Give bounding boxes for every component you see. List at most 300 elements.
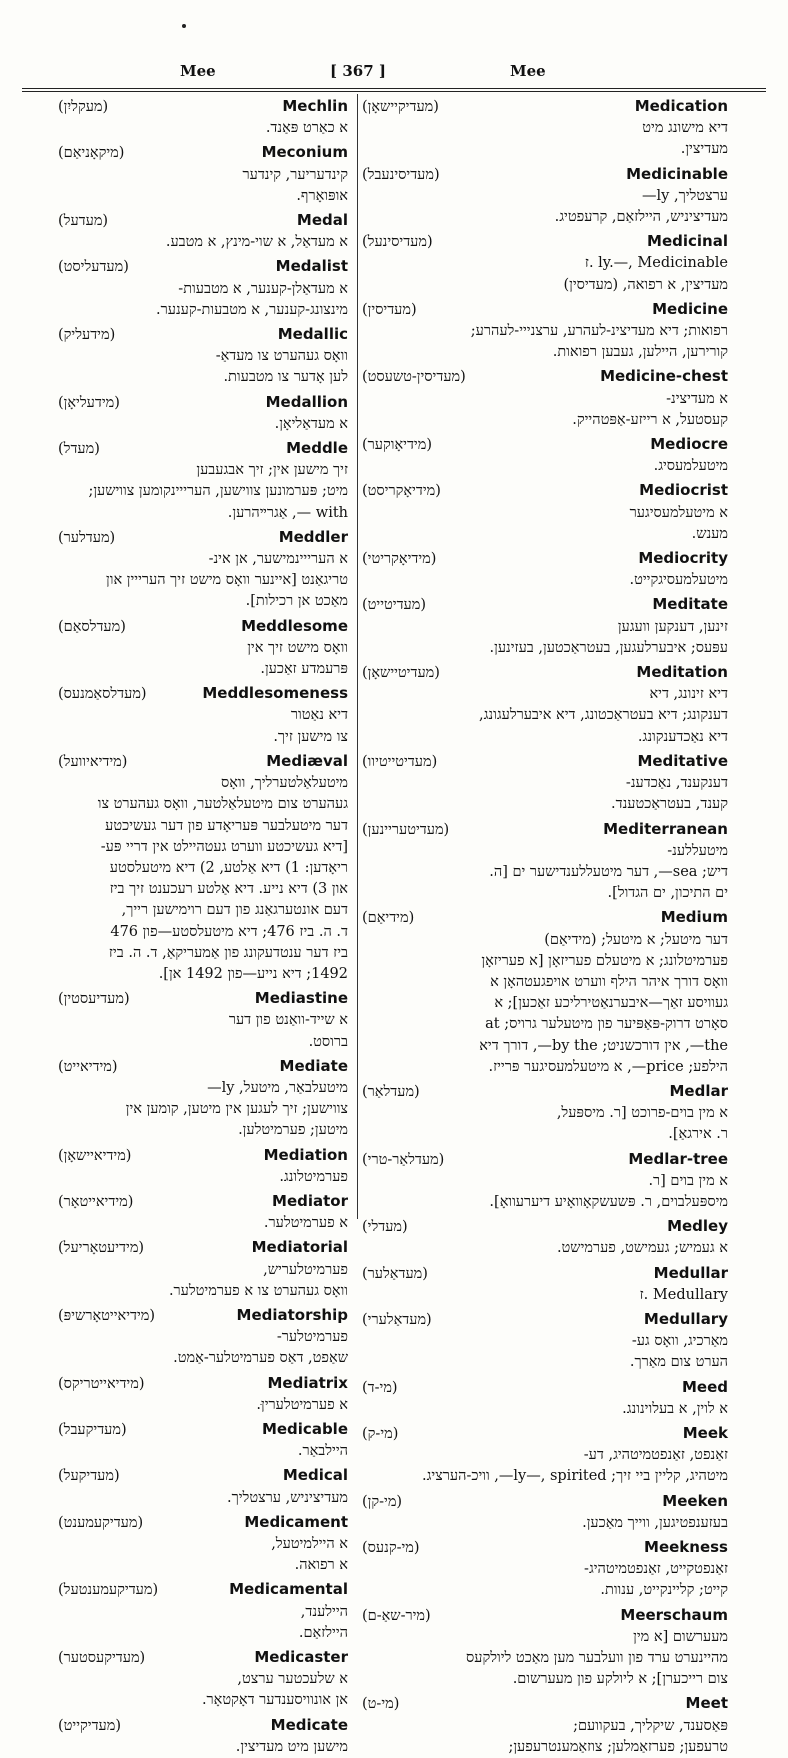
entry-pronunciation: (מעדיטעריינען)	[362, 821, 450, 838]
entry-definition-line: א מעדאַל, א שוי-מינץ, א מטבע.	[165, 234, 348, 251]
entry-definition-line: ערצטליך, ly—	[642, 187, 728, 204]
entry-definition-line: מאַכט אן רכילות].	[245, 593, 348, 610]
dictionary-entry	[362, 164, 728, 229]
entry-definition-line: זיך מישען אין; זיך אבגעבען	[196, 462, 348, 479]
entry-pronunciation: (מעדעל)	[58, 213, 109, 230]
entry-definition-line: פערמיטלעריש,	[263, 1261, 348, 1278]
ink-dot	[182, 24, 186, 28]
entry-headword: Meddlesome	[241, 616, 348, 635]
entry-pronunciation: (מידיאייט)	[58, 1058, 118, 1075]
entry-pronunciation: (מיר-שאַ-ם)	[362, 1607, 431, 1624]
entry-pronunciation: (מעדיעסטין)	[58, 991, 130, 1008]
entry-pronunciation: (מעדיסין-טשעסט)	[362, 369, 466, 386]
entry-definition-line: א שייד-וואַנט פון דער	[228, 1012, 348, 1029]
entry-definition-line: א פערמיטלעריןּ.	[256, 1396, 348, 1413]
entry-head-line	[58, 1305, 348, 1327]
entry-definition-line: געוויסע זאַך—איבערנאַטירליכע זאַכען]; א	[494, 995, 728, 1012]
entry-headword: Meet	[685, 1694, 728, 1713]
entry-headword: Meerschaum	[620, 1605, 728, 1624]
entry-headword: Mediterranean	[603, 819, 728, 838]
dictionary-entry	[362, 819, 728, 905]
entry-pronunciation: (מי-קנעס)	[362, 1540, 420, 1556]
entry-definition-line: with —, אַגרײהרען.	[227, 504, 348, 521]
entry-definition-line: דיא נאַטור	[290, 707, 348, 724]
entry-definition-line: דיש; sea—, דער מיטעללענדישער ים [ה.	[489, 863, 728, 880]
column-divider	[357, 94, 358, 1219]
entry-headword: Mediation	[263, 1145, 348, 1164]
entry-headword: Mechlin	[282, 97, 348, 115]
entry-headword: Meddlesomeness	[202, 684, 348, 703]
entry-head-line	[58, 751, 348, 773]
dictionary-entry	[362, 231, 728, 296]
entry-definition-line: מיט; פּערמונען צווישען, הערייינקומען צווישען;	[88, 483, 348, 500]
entry-head-line	[58, 438, 348, 460]
entry-definition-line: א רפואה.	[294, 1557, 348, 1574]
entry-definition-line: מיטעללענ-	[667, 842, 728, 859]
entry-definition-line: טרעפען; פערזאַמלען; צוזאַמענטרעפען;	[508, 1738, 728, 1755]
entry-head-line	[362, 480, 728, 502]
entry-headword: Medication	[634, 97, 728, 115]
entry-head-line	[58, 142, 348, 164]
entry-headword: Meed	[681, 1377, 728, 1396]
entry-definition-line: ly.—, Medicinable .ז	[584, 255, 728, 272]
entry-headword: Mediocrity	[638, 549, 728, 568]
entry-definition-line: זאַנפט, זאַנפטמיטהיג, דע-	[583, 1447, 728, 1464]
entry-head-line	[58, 988, 348, 1010]
entry-head-line	[58, 392, 348, 414]
entry-headword: Meditative	[637, 751, 728, 770]
entry-pronunciation: (מידיאַם)	[362, 910, 415, 927]
entry-headword: Mediator	[272, 1191, 348, 1210]
entry-pronunciation: (מידעליק)	[58, 327, 116, 344]
entry-head-line	[58, 1579, 348, 1601]
entry-head-line	[58, 616, 348, 638]
entry-head-line	[362, 1693, 728, 1715]
entry-definition-line: צום רייכערן]; א ליולקע פון מעערשום.	[512, 1671, 728, 1688]
entry-headword: Medicable	[261, 1419, 348, 1438]
entry-definition-line: היילענד,	[300, 1603, 348, 1620]
dictionary-entry	[362, 1263, 728, 1306]
dictionary-entry	[58, 683, 348, 748]
entry-headword: Meconium	[261, 143, 348, 162]
dictionary-entry	[58, 96, 348, 139]
entry-head-line	[362, 1216, 728, 1238]
entry-definition-line: ים התיכון, ים הגדול].	[607, 885, 728, 902]
entry-pronunciation: (מיקאָניאַם)	[58, 145, 125, 162]
entry-definition-line: דענקענד, נאַכדענ-	[625, 775, 728, 792]
entry-pronunciation: (מידעליאָן)	[58, 394, 120, 411]
entry-definition-line: פּאַסענד, שיקליך, בעקוועם;	[573, 1717, 728, 1734]
entry-pronunciation: (מעדאַלערי)	[362, 1311, 432, 1328]
entry-headword: Medal	[296, 211, 348, 230]
entry-headword: Mediatorship	[236, 1305, 348, 1324]
dictionary-entry	[362, 480, 728, 545]
dictionary-entry	[58, 1305, 348, 1370]
dictionary-entry	[58, 1512, 348, 1577]
dictionary-entry	[58, 751, 348, 985]
entry-headword: Mediocre	[650, 435, 728, 454]
entry-headword: Medical	[282, 1466, 348, 1485]
entry-pronunciation: (מעדיטיישאָן)	[362, 665, 440, 682]
entry-headword: Medicine-chest	[600, 367, 728, 386]
entry-headword: Medalist	[275, 257, 348, 276]
entry-definition-line: וואָס מישט זיך אין	[247, 639, 348, 656]
entry-head-line	[58, 1647, 348, 1669]
entry-headword: Meddle	[286, 439, 348, 458]
entry-head-line	[58, 1512, 348, 1534]
dictionary-entry	[362, 1149, 728, 1214]
entry-headword: Medicaster	[254, 1648, 348, 1667]
entry-head-line	[58, 210, 348, 232]
page-header	[0, 62, 788, 82]
dictionary-entry	[362, 1377, 728, 1420]
dictionary-entry	[58, 988, 348, 1053]
dictionary-entry	[58, 1647, 348, 1712]
entry-definition-line: מעדיציניש, ערצטליך.	[227, 1489, 348, 1506]
entry-definition-line: א מעדאַלן-קענער, א מטבעות-	[178, 280, 348, 297]
entry-definition-line: קייט; קליינקייט, ענוות.	[600, 1582, 728, 1599]
dictionary-entry	[58, 1373, 348, 1416]
entry-definition-line: דענקונג; דיא בעטראַכטונג, דיא איבערלעגונג,	[479, 707, 728, 724]
entry-headword: Meekness	[644, 1538, 728, 1556]
entry-head-line	[362, 96, 728, 118]
entry-pronunciation: (מעדיקעבל)	[58, 1421, 127, 1438]
entry-definition-line: א כאַרט פּאַנד.	[265, 120, 348, 137]
header-left-guideword: Mee	[180, 62, 216, 80]
entry-definition-line: זינען, דענקען וועגען	[617, 618, 728, 635]
entry-pronunciation: (מי-ד)	[362, 1379, 398, 1396]
left-column	[58, 96, 348, 1755]
entry-definition-line: הילפע; price—, א מיטעלמעסיגער פּרייז.	[488, 1058, 728, 1075]
entry-definition-line: א מעדיצינ-	[666, 390, 728, 407]
entry-head-line	[58, 1419, 348, 1441]
entry-head-line	[362, 1491, 728, 1513]
dictionary-entry	[58, 1715, 348, 1758]
entry-definition-line: סאָרט דרוק-פּאַפּיער פון מיטעלער גרויס; at	[485, 1016, 728, 1033]
entry-pronunciation: (מי-ט)	[362, 1696, 400, 1713]
entry-definition-line: צו מישען זיך.	[273, 728, 348, 745]
entry-definition-line: ריאָדען: 1) דיא אַלטע, 2) דיא מיטעלסטע	[109, 859, 348, 876]
entry-pronunciation: (מעדיקיישאָן)	[362, 99, 439, 115]
dictionary-entry	[58, 438, 348, 524]
dictionary-entry	[58, 210, 348, 253]
entry-pronunciation: (מי-ק)	[362, 1425, 399, 1442]
entry-pronunciation: (מעדלאַר-טרי)	[362, 1151, 445, 1168]
entry-definition-line: מיטהיג, קליין ביי זיך; ly—, spirited—, וויכ-הערציג.	[422, 1468, 728, 1485]
dictionary-entry	[362, 1693, 728, 1758]
entry-head-line	[362, 594, 728, 616]
entry-headword: Mediate	[279, 1056, 348, 1075]
entry-definition-line: מיספּעלבוים, ר. פּשעשקאָוואָיע דיערעוואָ].	[489, 1193, 728, 1210]
entry-headword: Medley	[667, 1217, 728, 1236]
page-number: [ 367 ]	[330, 62, 386, 80]
entry-definition-line: מישען מיט מעדיצין.	[235, 1738, 348, 1755]
dictionary-entry	[58, 142, 348, 207]
dictionary-entry	[58, 392, 348, 435]
entry-definition-line: וואָס געהערט צו מעדאַ-	[215, 348, 348, 365]
entry-definition-line: א מעדאַליאָן.	[274, 415, 348, 432]
entry-head-line	[58, 1191, 348, 1213]
dictionary-entry	[362, 594, 728, 659]
entry-headword: Medlar-tree	[628, 1149, 728, 1168]
entry-pronunciation: (מעדלי)	[362, 1219, 408, 1236]
entry-definition-line: א מין בוים-פרוכט [ר. מיספּעל,	[556, 1105, 728, 1122]
entry-pronunciation: (מעדלסאַמנעס)	[58, 686, 147, 703]
entry-pronunciation: (מידיאָקריסט)	[362, 483, 441, 500]
entry-headword: Mediocrist	[639, 481, 728, 500]
entry-headword: Medallic	[277, 325, 348, 344]
entry-definition-line: מיטען; פערמיטלען.	[238, 1122, 348, 1139]
entry-definition-line: מאַרכיג, וואָס גע-	[631, 1333, 728, 1350]
entry-definition-line: א לוין, א בעלוינונג.	[622, 1400, 728, 1417]
dictionary-entry	[362, 1491, 728, 1534]
dictionary-entry	[58, 324, 348, 389]
entry-pronunciation: (מי-קן)	[362, 1493, 403, 1510]
dictionary-entry	[362, 434, 728, 477]
dictionary-entry	[58, 527, 348, 613]
entry-headword: Meek	[682, 1423, 728, 1442]
entry-pronunciation: (מידיאָוקער)	[362, 437, 432, 454]
entry-head-line	[362, 1423, 728, 1445]
entry-head-line	[362, 819, 728, 841]
entry-definition-line: קינדעריער, קינדער	[242, 166, 348, 183]
entry-definition-line: [דיא געשיכטע ווערט געטהיילט אין דריי פּע-	[100, 838, 348, 855]
entry-pronunciation: (מידיאייטאָר)	[58, 1193, 134, 1210]
entry-headword: Medullary	[643, 1309, 728, 1328]
entry-headword: Meditation	[636, 663, 728, 682]
entry-definition-line: רפואות; דיא מעדיצינ-לעהרע, ערצנייי-לעהרע;	[470, 323, 728, 340]
dictionary-entry	[362, 366, 728, 431]
entry-headword: Medicinable	[626, 164, 728, 183]
entry-definition-line: א היילמיטעל,	[271, 1536, 348, 1552]
dictionary-entry	[362, 96, 728, 161]
entry-head-line	[58, 683, 348, 705]
entry-definition-line: א שלעכטער ערצט,	[237, 1671, 348, 1688]
dictionary-entry	[362, 1081, 728, 1146]
entry-definition-line: 1492; דיא נייע—פון 1492 אן].	[158, 965, 348, 982]
entry-head-line	[362, 1309, 728, 1331]
entry-head-line	[58, 256, 348, 278]
entry-definition-line: וואָס דורך איהר הילף ווערט אויפגעטהאָן א	[490, 973, 728, 990]
entry-head-line	[58, 527, 348, 549]
entry-pronunciation: (מעדלסאַם)	[58, 618, 126, 635]
entry-headword: Medicinal	[647, 232, 728, 251]
entry-pronunciation: (מעדיסין)	[362, 301, 417, 318]
entry-definition-line: מעדיציניש, היילזאַם, קרעפטיג.	[554, 209, 728, 226]
dictionary-entry	[58, 616, 348, 681]
entry-definition-line: אופּואָרף.	[296, 187, 348, 204]
entry-definition-line: ר. אירגאַ].	[668, 1126, 728, 1143]
entry-head-line	[362, 434, 728, 456]
entry-definition-line: א געמיש; געמישט, פערמישט.	[556, 1240, 728, 1257]
dictionary-entry	[362, 1216, 728, 1259]
dictionary-entry	[362, 299, 728, 364]
entry-definition-line: מענש.	[691, 525, 728, 542]
entry-headword: Medicine	[652, 299, 728, 318]
entry-definition-line: דיא זינונג, דיא	[649, 686, 728, 703]
entry-definition-line: פּרעמדע זאַכען.	[260, 661, 348, 678]
entry-definition-line: קעסטעל, א רייזע-אַפּטהייק.	[572, 411, 728, 428]
entry-head-line	[362, 164, 728, 186]
entry-headword: Medicament	[244, 1512, 348, 1531]
entry-head-line	[362, 1605, 728, 1627]
dictionary-entry	[58, 1237, 348, 1302]
entry-definition-line: הערט צום מאַרך.	[629, 1354, 728, 1371]
entry-definition-line: שאַפט, דאַס פערמיטלער-אַמט.	[173, 1350, 348, 1367]
entry-pronunciation: (מעדיקעמענט)	[58, 1514, 144, 1531]
entry-pronunciation: (מעדיטייט)	[362, 597, 427, 614]
dictionary-entry	[58, 1056, 348, 1142]
entry-pronunciation: (מעדל)	[58, 441, 100, 458]
entry-head-line	[362, 1149, 728, 1171]
entry-definition-line: פערמיטלונג; א מיטעלם פעריזאָן [א פעריזאָן	[481, 952, 728, 969]
dictionary-entry	[58, 1419, 348, 1462]
entry-definition-line: עפּעס; איבערלעגען, בעטראַכטען, בעזינען.	[489, 639, 728, 656]
entry-definition-line: מיטעלבאַר, מיטעל, ly—	[207, 1079, 348, 1096]
entry-head-line	[58, 1237, 348, 1259]
entry-head-line	[362, 751, 728, 773]
entry-pronunciation: (מעדלאַר)	[362, 1083, 420, 1100]
entry-headword: Mediatorial	[251, 1238, 348, 1257]
entry-definition-line: טריגאַנט [איינער וואָס מישט זיך הערייין און	[106, 572, 348, 589]
entry-definition-line: דיא נאַכדענקונג.	[637, 728, 728, 745]
entry-pronunciation: (מעדיקעמענטעל)	[58, 1582, 159, 1599]
entry-definition-line: זאַנפטקייט, זאַנפטמיטהיג-	[584, 1561, 728, 1578]
dictionary-entry	[362, 907, 728, 1078]
entry-definition-line: ביז דער ענטדעקונג פון אַמעריקאַ, ד. ה. ביז	[108, 944, 348, 961]
entry-definition-line: קורירען, היילען, געבען רפואות.	[552, 344, 728, 361]
entry-definition-line: א מין בוים [ר.	[648, 1172, 728, 1189]
entry-definition-line: וואָס געהערט צו א פערמיטלער.	[168, 1282, 348, 1299]
entry-pronunciation: (מעדלער)	[58, 529, 116, 546]
entry-definition-line: the—, אין דורכשניט; by the—, דורך דיא	[479, 1037, 728, 1054]
entry-head-line	[362, 662, 728, 684]
entry-definition-line: Medullary .ז	[639, 1286, 728, 1303]
entry-definition-line: אן אונוויסענדער דאָקטאָר.	[201, 1692, 348, 1709]
entry-pronunciation: (מידיאיוועל)	[58, 753, 128, 770]
entry-head-line	[58, 324, 348, 346]
dictionary-entry	[362, 1423, 728, 1488]
dictionary-entry	[362, 1605, 728, 1691]
entry-headword: Medicate	[270, 1715, 348, 1734]
entry-head-line	[362, 1377, 728, 1399]
entry-headword: Medullar	[653, 1263, 728, 1282]
entry-definition-line: דיא מישונג מיט	[642, 120, 728, 137]
entry-definition-line: פערמיטלונג.	[279, 1168, 348, 1185]
entry-head-line	[58, 1145, 348, 1167]
entry-head-line	[362, 1537, 728, 1559]
entry-head-line	[58, 1715, 348, 1737]
entry-pronunciation: (מידיאייטריקס)	[58, 1375, 145, 1392]
entry-pronunciation: (מעדעליסט)	[58, 259, 129, 276]
entry-definition-line: מעדיצין.	[680, 141, 728, 158]
entry-pronunciation: (מידיאיישאָן)	[58, 1147, 132, 1164]
entry-headword: Mediatrix	[267, 1373, 348, 1392]
entry-definition-line: א מיטעלמעסיגער	[629, 504, 728, 521]
entry-definition-line: מיטעלאַלטערליך, וואָס	[220, 775, 348, 792]
entry-definition-line: בעזענפטיגען, ווייך מאַכען.	[582, 1514, 728, 1531]
right-column	[362, 96, 728, 1755]
entry-pronunciation: (מעדיסינעבל)	[362, 166, 440, 183]
entry-head-line	[362, 548, 728, 570]
entry-headword: Medicamental	[229, 1580, 348, 1599]
entry-definition-line: א פערמיטלער.	[263, 1215, 348, 1232]
entry-head-line	[362, 366, 728, 388]
entry-head-line	[58, 1465, 348, 1487]
entry-head-line	[362, 1081, 728, 1103]
entry-head-line	[362, 907, 728, 929]
dictionary-entry	[362, 1537, 728, 1602]
entry-pronunciation: (מעדאַלער)	[362, 1265, 428, 1282]
dictionary-entry	[58, 256, 348, 321]
entry-definition-line: פערמיטלער-	[276, 1329, 348, 1346]
entry-definition-line: דער מיטעל; א מיטעל; (מידיאַם)	[544, 931, 728, 948]
entry-head-line	[58, 1373, 348, 1395]
header-rule	[22, 88, 766, 89]
entry-definition-line: מעערשום [א מין	[633, 1628, 728, 1645]
entry-definition-line: מיטעלמעסיג.	[653, 458, 728, 475]
entry-head-line	[362, 1263, 728, 1285]
entry-definition-line: געהערט צום מיטעלאַלטער, וואָס געהערט צו	[97, 796, 348, 813]
entry-pronunciation: (מעדיקייט)	[58, 1717, 122, 1734]
entry-pronunciation: (מעדיטייטיוו)	[362, 753, 438, 770]
entry-headword: Meditate	[652, 595, 728, 614]
entry-headword: Medium	[660, 908, 728, 927]
entry-definition-line: לען אָדער צו מטבעות.	[223, 369, 348, 386]
entry-definition-line: מינצונג-קענער, א מטבעות-קענער.	[156, 301, 348, 318]
entry-pronunciation: (מעדיקעל)	[58, 1468, 120, 1485]
entry-pronunciation: (מעקליִן)	[58, 99, 109, 115]
entry-pronunciation: (מידיאייטאָרשיפּ)	[58, 1307, 156, 1324]
entry-definition-line: דער מיטעלבער פּעריאָדע פון דער געשיכטע	[105, 817, 348, 834]
entry-definition-line: א הערייינמישער, אן אינ-	[208, 551, 348, 568]
dictionary-entry	[58, 1579, 348, 1644]
dictionary-entry	[362, 751, 728, 816]
entry-definition-line: ברוסט.	[308, 1033, 348, 1050]
entry-pronunciation: (מעדיקעסטער)	[58, 1650, 146, 1667]
entry-definition-line: און 3) דיא נייע. דיא אַלטע רעכענט זיך ביז	[109, 881, 348, 898]
entry-definition-line: דעם אונטערגאַנג פון דעם רוימישען רייך,	[121, 902, 348, 919]
entry-definition-line: קענד, בעטראַכטענד.	[611, 796, 728, 813]
entry-head-line	[58, 1056, 348, 1078]
dictionary-entry	[58, 1145, 348, 1188]
dictionary-entry	[58, 1191, 348, 1234]
entry-definition-line: מעדיצין, א רפואה, (מעדיסין)	[563, 276, 728, 293]
entry-pronunciation: (מעדיסינעל)	[362, 234, 433, 251]
entry-head-line	[58, 96, 348, 118]
dictionary-entry	[58, 1465, 348, 1508]
entry-pronunciation: (מידיעטאָריעל)	[58, 1240, 145, 1257]
entry-headword: Meddler	[278, 527, 348, 546]
entry-headword: Mediæval	[266, 751, 348, 770]
entry-head-line	[362, 231, 728, 253]
dictionary-entry	[362, 1309, 728, 1374]
entry-definition-line: צווישען; זיך לעגען אין מיטען, קומען אין	[125, 1101, 348, 1118]
entry-definition-line: מיטעלמעסיגקייט.	[629, 572, 728, 589]
entry-definition-line: היילבאַר.	[297, 1443, 348, 1460]
header-rule-thin	[22, 91, 766, 92]
dictionary-entry	[362, 548, 728, 591]
entry-head-line	[362, 299, 728, 321]
dictionary-entry	[362, 662, 728, 748]
entry-pronunciation: (מידיאָקריטי)	[362, 551, 437, 568]
entry-headword: Mediastine	[254, 989, 348, 1008]
entry-definition-line: מהיינערט ערד פון וועלבער מען מאַכט ליולקעס	[466, 1650, 728, 1667]
entry-definition-line: היילזאַם.	[298, 1624, 348, 1641]
entry-headword: Meeken	[662, 1491, 728, 1510]
entry-headword: Medallion	[265, 392, 348, 411]
entry-definition-line: ד. ה. ביז 476; דיא מיטעלסטע—פון 476	[110, 923, 348, 940]
